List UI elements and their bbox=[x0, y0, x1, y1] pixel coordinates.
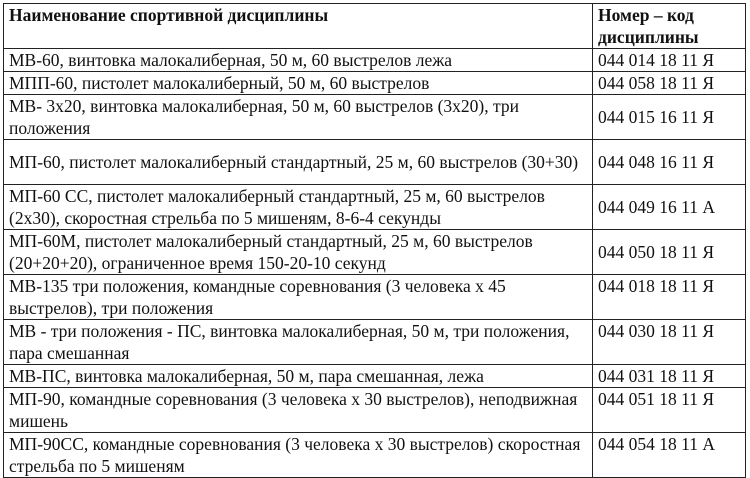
discipline-code: 044 050 18 11 Я bbox=[593, 230, 746, 275]
discipline-name: МП-90, командные соревнования (3 человека х 30 выстрелов), неподвижная мишень bbox=[4, 388, 593, 433]
discipline-name: МВ- 3х20, винтовка малокалиберная, 50 м, 60 выстрелов (3х20), три положения bbox=[4, 95, 593, 140]
table-header-row bbox=[4, 4, 746, 49]
header-discipline-code: Номер – код дисциплины bbox=[593, 4, 746, 49]
discipline-name: МВ-60, винтовка малокалиберная, 50 м, 60 выстрелов лежа bbox=[4, 49, 593, 72]
discipline-name: МП-60, пистолет малокалиберный стандартный, 25 м, 60 выстрелов (30+30) bbox=[4, 140, 593, 185]
discipline-name: МП-60М, пистолет малокалиберный стандартный, 25 м, 60 выстрелов (20+20+20), ограниченное время 150-20-10 секунд bbox=[4, 230, 593, 275]
table-row bbox=[4, 140, 746, 185]
table-row bbox=[4, 275, 746, 320]
discipline-name: МВ-ПС, винтовка малокалиберная, 50 м, пара смешанная, лежа bbox=[4, 365, 593, 388]
discipline-code: 044 030 18 11 Я bbox=[593, 320, 746, 365]
table-row bbox=[4, 72, 746, 95]
table-row bbox=[4, 95, 746, 140]
discipline-name: МВ - три положения - ПС, винтовка малокалиберная, 50 м, три положения, пара смешанная bbox=[4, 320, 593, 365]
table-row bbox=[4, 185, 746, 230]
discipline-name: МП-60 СС, пистолет малокалиберный стандартный, 25 м, 60 выстрелов (2х30), скоростная стрельба по 5 мишеням, 8-6-4 секунды bbox=[4, 185, 593, 230]
discipline-code: 044 015 16 11 Я bbox=[593, 95, 746, 140]
disciplines-table bbox=[3, 3, 746, 478]
table-row bbox=[4, 388, 746, 433]
table-row bbox=[4, 433, 746, 478]
discipline-code: 044 058 18 11 Я bbox=[593, 72, 746, 95]
header-discipline-name: Наименование спортивной дисциплины bbox=[4, 4, 593, 49]
discipline-code: 044 048 16 11 Я bbox=[593, 140, 746, 185]
table-row bbox=[4, 320, 746, 365]
discipline-code: 044 018 18 11 Я bbox=[593, 275, 746, 320]
discipline-name: МВ-135 три положения, командные соревнования (3 человека х 45 выстрелов), три положения bbox=[4, 275, 593, 320]
table-row bbox=[4, 365, 746, 388]
discipline-name: МПП-60, пистолет малокалиберный, 50 м, 60 выстрелов bbox=[4, 72, 593, 95]
discipline-code: 044 049 16 11 А bbox=[593, 185, 746, 230]
table-row bbox=[4, 230, 746, 275]
discipline-code: 044 031 18 11 Я bbox=[593, 365, 746, 388]
discipline-code: 044 051 18 11 Я bbox=[593, 388, 746, 433]
table-row bbox=[4, 49, 746, 72]
discipline-name: МП-90СС, командные соревнования (3 человека х 30 выстрелов) скоростная стрельба по 5 мишеням bbox=[4, 433, 593, 478]
discipline-code: 044 054 18 11 А bbox=[593, 433, 746, 478]
discipline-code: 044 014 18 11 Я bbox=[593, 49, 746, 72]
